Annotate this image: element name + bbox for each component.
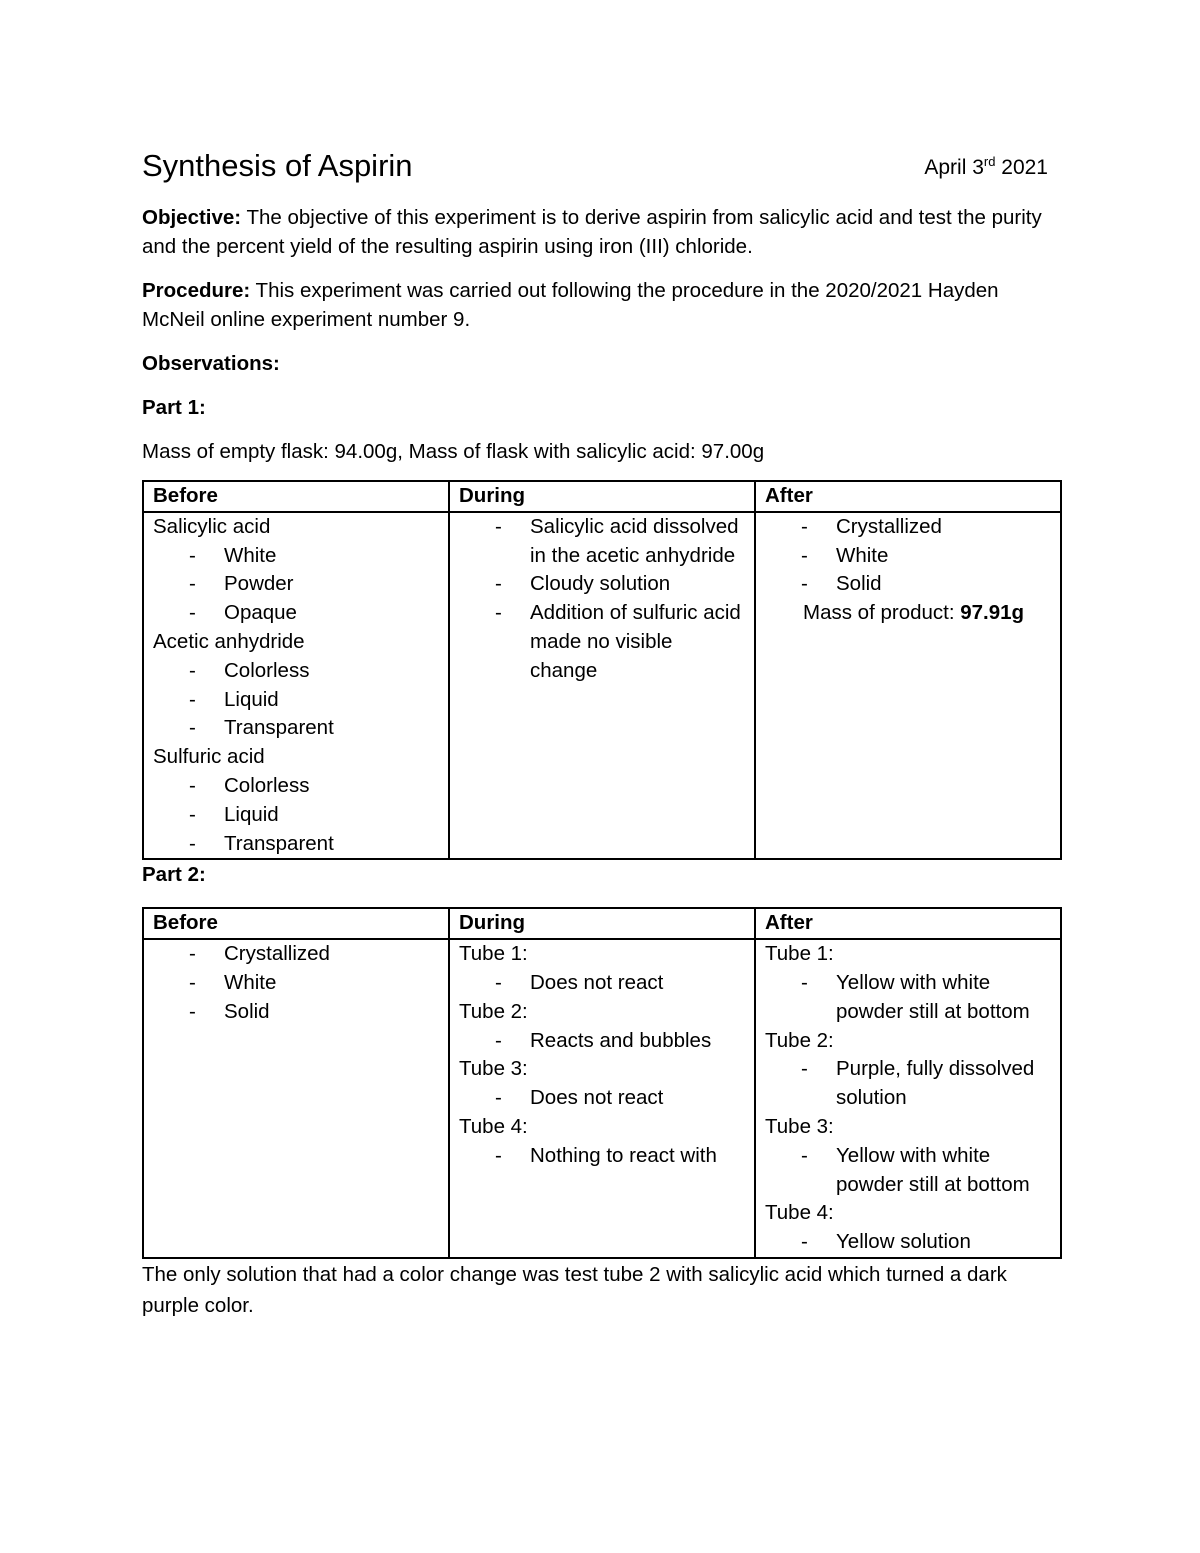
list-item-text: Nothing to react with — [530, 1143, 717, 1167]
dash: - — [495, 970, 502, 994]
part2-during-cell — [449, 939, 755, 1258]
list-item — [765, 513, 1051, 542]
reagent-label: Acetic anhydride — [153, 629, 305, 653]
tube-label: Tube 2: — [459, 999, 528, 1023]
dash: - — [189, 970, 196, 994]
list-item — [459, 570, 745, 599]
objective-paragraph — [142, 203, 1060, 261]
list-item — [153, 599, 439, 628]
part2-table — [142, 907, 1062, 1259]
dash: - — [189, 716, 196, 740]
list-item — [153, 570, 439, 599]
tube-label: Tube 3: — [459, 1057, 528, 1081]
observations-heading — [142, 349, 1060, 378]
objective-text: The objective of this experiment is to derive aspirin from salicylic acid and test the purity and the percent yield of the resulting aspirin using iron (III) chloride. — [142, 206, 1042, 258]
table-header-row — [143, 908, 1061, 939]
header-before: Before — [143, 908, 449, 939]
part1-table — [142, 480, 1062, 860]
list-item-text: Yellow with white powder still at bottom — [836, 1143, 1030, 1196]
list-item — [459, 513, 745, 571]
list-item-text: Crystallized — [836, 514, 942, 538]
dash: - — [495, 514, 502, 538]
list-item-text: Yellow solution — [836, 1230, 971, 1254]
list-item-text: Does not react — [530, 970, 664, 994]
dash: - — [189, 543, 196, 567]
tube-label: Tube 1: — [765, 942, 834, 966]
document-header — [142, 140, 1060, 190]
list-item — [153, 830, 439, 859]
dash: - — [801, 1143, 808, 1167]
list-item-text: Solid — [836, 572, 882, 596]
list-item-text: Addition of sulfuric acid made no visible change — [530, 601, 741, 682]
list-item-text: White — [224, 543, 277, 567]
list-item — [153, 686, 439, 715]
list-item-text: Cloudy solution — [530, 572, 671, 596]
dash: - — [189, 802, 196, 826]
table-header-row — [143, 481, 1061, 512]
part1-during-cell — [449, 512, 755, 860]
dash: - — [189, 687, 196, 711]
dash: - — [189, 601, 196, 625]
part1-before-cell — [143, 512, 449, 860]
list-item-text: Purple, fully dissolved solution — [836, 1057, 1035, 1110]
table-row — [143, 512, 1061, 860]
list-item-text: Salicylic acid dissolved in the acetic anhydride — [530, 514, 739, 567]
dash: - — [801, 572, 808, 596]
procedure-label: Procedure: — [142, 279, 251, 302]
document-title: Synthesis of Aspirin — [142, 148, 413, 183]
dash: - — [189, 999, 196, 1023]
list-item-text: Transparent — [224, 716, 334, 740]
tube-label: Tube 1: — [459, 942, 528, 966]
procedure-paragraph — [142, 276, 1060, 334]
list-item — [153, 801, 439, 830]
tube-label: Tube 2: — [765, 1028, 834, 1052]
dash: - — [189, 572, 196, 596]
dash: - — [189, 942, 196, 966]
dash: - — [189, 773, 196, 797]
date-year: 2021 — [995, 156, 1048, 179]
objective-label: Objective: — [142, 206, 242, 229]
list-item — [765, 1142, 1051, 1200]
list-item — [153, 998, 439, 1027]
part2-heading: Part 2: — [142, 863, 206, 887]
dash: - — [801, 1230, 808, 1254]
product-mass-value: 97.91g — [960, 601, 1025, 625]
list-item — [459, 1142, 745, 1171]
dash: - — [189, 658, 196, 682]
tube-label: Tube 3: — [765, 1114, 834, 1138]
part2-before-cell — [143, 939, 449, 1258]
conclusion-paragraph: The only solution that had a color change was test tube 2 with salicylic acid which turned a dark purple color. — [142, 1262, 1007, 1317]
list-item-text: Reacts and bubbles — [530, 1028, 712, 1052]
date-suffix: rd — [983, 154, 996, 169]
dash: - — [801, 970, 808, 994]
dash: - — [495, 1143, 502, 1167]
part1-label: Part 1: — [142, 396, 206, 419]
reagent-label: Salicylic acid — [153, 514, 271, 538]
list-item-text: Crystallized — [224, 942, 330, 966]
list-item — [765, 969, 1051, 1027]
list-item — [459, 1027, 745, 1056]
header-during: During — [449, 908, 755, 939]
list-item — [459, 1084, 745, 1113]
list-item — [153, 772, 439, 801]
header-before: Before — [143, 481, 449, 512]
header-during: During — [449, 481, 755, 512]
list-item-text: Liquid — [224, 802, 279, 826]
list-item — [765, 542, 1051, 571]
list-item-text: Does not react — [530, 1086, 664, 1110]
list-item — [459, 599, 745, 685]
document-page — [142, 140, 1060, 1321]
list-item-text: Colorless — [224, 658, 310, 682]
list-item-text: White — [836, 543, 889, 567]
list-item-text: Transparent — [224, 831, 334, 855]
list-item-text: Yellow with white powder still at bottom — [836, 970, 1030, 1023]
part1-heading — [142, 393, 1060, 422]
header-after: After — [755, 481, 1061, 512]
list-item-text: Powder — [224, 572, 294, 596]
procedure-text: This experiment was carried out following the procedure in the 2020/2021 Hayden McNeil online experiment number 9. — [142, 279, 999, 331]
dash: - — [801, 543, 808, 567]
list-item-text: Opaque — [224, 601, 297, 625]
product-mass-label: Mass of product: — [803, 601, 961, 625]
list-item — [153, 940, 439, 969]
reagent-label: Sulfuric acid — [153, 745, 265, 769]
tube-label: Tube 4: — [459, 1114, 528, 1138]
list-item — [459, 969, 745, 998]
list-item — [153, 714, 439, 743]
list-item-text: Liquid — [224, 687, 279, 711]
product-mass — [765, 599, 1051, 628]
observations-label: Observations: — [142, 352, 280, 375]
list-item — [153, 657, 439, 686]
list-item — [765, 1228, 1051, 1257]
dash: - — [495, 1028, 502, 1052]
tube-label: Tube 4: — [765, 1201, 834, 1225]
dash: - — [495, 1086, 502, 1110]
mass-line: Mass of empty flask: 94.00g, Mass of flask with salicylic acid: 97.00g — [142, 440, 765, 463]
dash: - — [801, 514, 808, 538]
part2-after-cell — [755, 939, 1061, 1258]
list-item — [765, 1055, 1051, 1113]
list-item — [153, 969, 439, 998]
list-item-text: White — [224, 970, 277, 994]
header-after: After — [755, 908, 1061, 939]
date-prefix: April 3 — [924, 156, 984, 179]
dash: - — [495, 601, 502, 625]
table-row — [143, 939, 1061, 1258]
part1-after-cell — [755, 512, 1061, 860]
dash: - — [801, 1057, 808, 1081]
list-item-text: Solid — [224, 999, 270, 1023]
list-item-text: Colorless — [224, 773, 310, 797]
list-item — [153, 542, 439, 571]
list-item — [765, 570, 1051, 599]
dash: - — [189, 831, 196, 855]
document-date — [924, 154, 1048, 180]
dash: - — [495, 572, 502, 596]
